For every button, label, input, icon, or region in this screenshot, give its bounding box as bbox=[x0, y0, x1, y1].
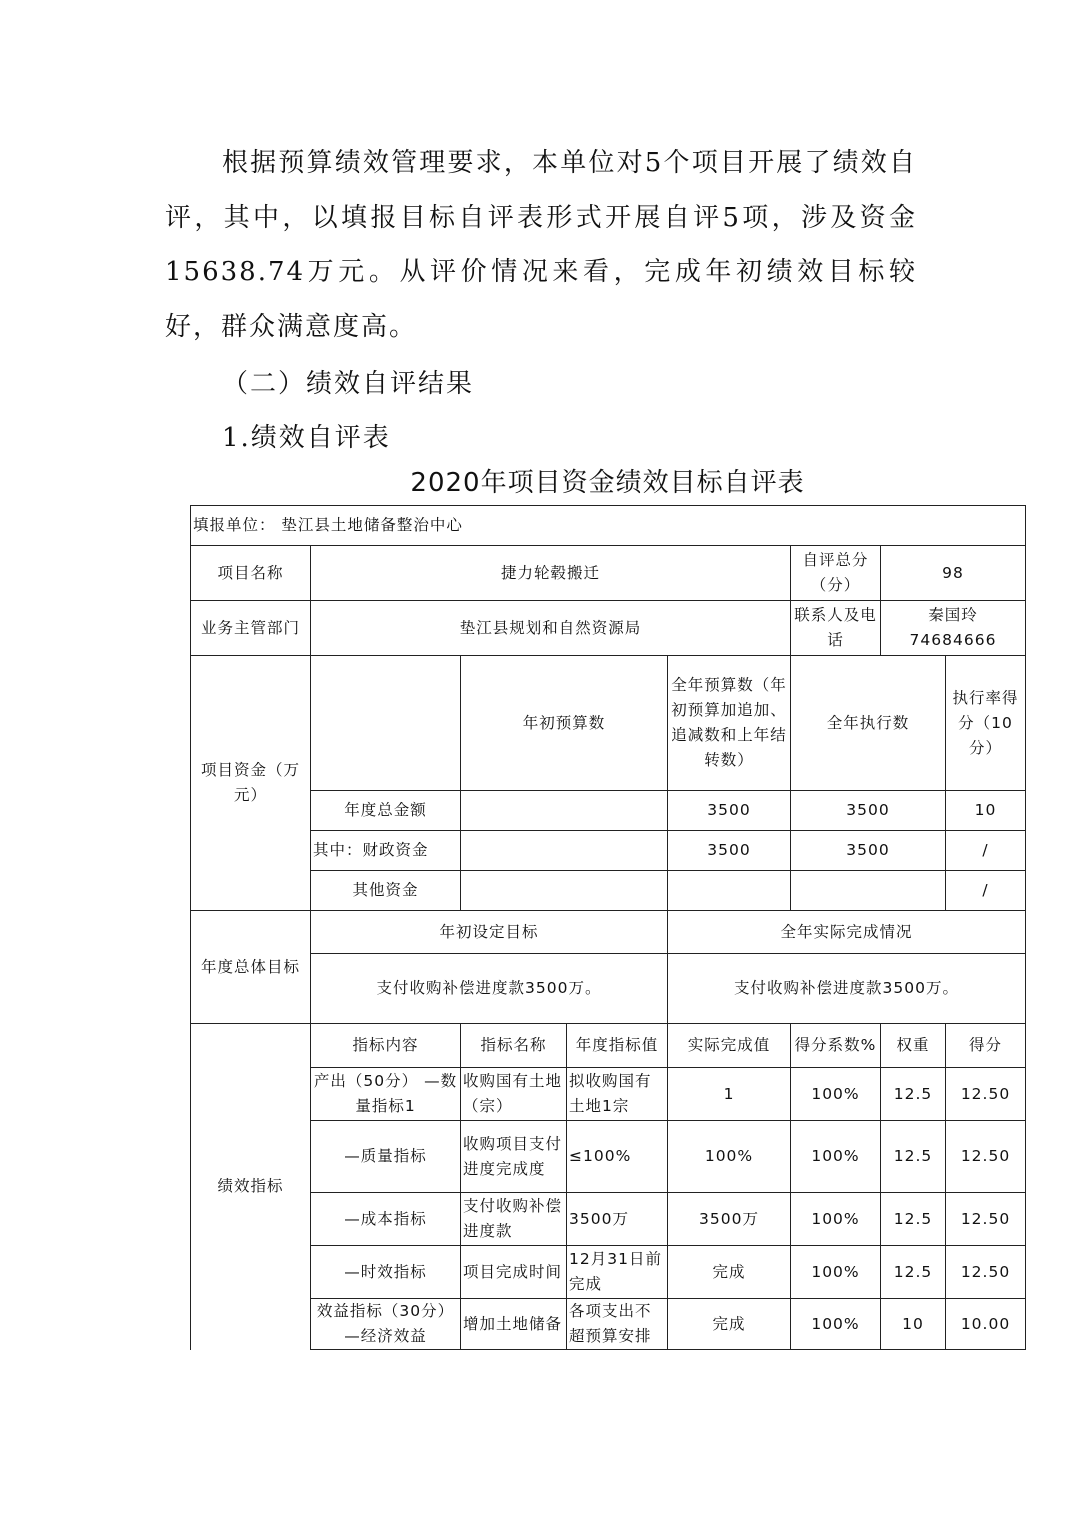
funds-row bbox=[191, 831, 1026, 871]
score-label: 自评总分（分） bbox=[791, 546, 881, 601]
metric-target: 拟收购国有土地1宗 bbox=[567, 1068, 668, 1121]
goal-actual: 支付收购补偿进度款3500万。 bbox=[668, 954, 1026, 1024]
metric-name: 收购项目支付进度完成度 bbox=[461, 1121, 567, 1193]
funds-header: 年初预算数 bbox=[461, 656, 668, 791]
funds-executed: 3500 bbox=[791, 831, 946, 871]
metric-weight: 10 bbox=[881, 1299, 946, 1350]
metric-score: 12.50 bbox=[946, 1246, 1026, 1299]
metrics-row bbox=[191, 1121, 1026, 1193]
metric-target: ≤100% bbox=[567, 1121, 668, 1193]
funds-row bbox=[191, 791, 1026, 831]
metric-content: 效益指标（30分）—经济效益 bbox=[311, 1299, 461, 1350]
self-evaluation-table bbox=[190, 505, 1026, 1350]
funds-header: 全年执行数 bbox=[791, 656, 946, 791]
goal-actual-label: 全年实际完成情况 bbox=[668, 911, 1026, 954]
funds-initial bbox=[461, 831, 668, 871]
subsection-heading: 1.绩效自评表 bbox=[222, 423, 391, 453]
metric-score: 12.50 bbox=[946, 1121, 1026, 1193]
goal-set: 支付收购补偿进度款3500万。 bbox=[311, 954, 668, 1024]
metric-score: 10.00 bbox=[946, 1299, 1026, 1350]
section-heading: （二）绩效自评结果 bbox=[222, 369, 475, 399]
goal-set-label: 年初设定目标 bbox=[311, 911, 668, 954]
metric-weight: 12.5 bbox=[881, 1193, 946, 1246]
metrics-header: 年度指标值 bbox=[567, 1024, 668, 1068]
metric-score: 12.50 bbox=[946, 1193, 1026, 1246]
metrics-header: 得分系数% bbox=[791, 1024, 881, 1068]
metric-weight: 12.5 bbox=[881, 1121, 946, 1193]
metric-name: 支付收购补偿进度款 bbox=[461, 1193, 567, 1246]
funds-score: / bbox=[946, 871, 1026, 911]
metric-target: 各项支出不超预算安排 bbox=[567, 1299, 668, 1350]
metric-coef: 100% bbox=[791, 1068, 881, 1121]
metrics-header: 权重 bbox=[881, 1024, 946, 1068]
project-name: 捷力轮毂搬迁 bbox=[311, 546, 791, 601]
contact bbox=[881, 601, 1026, 656]
funds-executed: 3500 bbox=[791, 791, 946, 831]
metrics-row bbox=[191, 1068, 1026, 1121]
metric-name: 增加土地储备 bbox=[461, 1299, 567, 1350]
funds-row-label: 其他资金 bbox=[311, 871, 461, 911]
metric-coef: 100% bbox=[791, 1121, 881, 1193]
metric-actual: 3500万 bbox=[668, 1193, 791, 1246]
funds-row-label: 其中：财政资金 bbox=[311, 831, 461, 871]
metric-target: 12月31日前完成 bbox=[567, 1246, 668, 1299]
funds-blank bbox=[311, 656, 461, 791]
metric-actual: 完成 bbox=[668, 1246, 791, 1299]
metrics-label: 绩效指标 bbox=[191, 1024, 311, 1350]
funds-score: / bbox=[946, 831, 1026, 871]
metrics-header: 指标内容 bbox=[311, 1024, 461, 1068]
funds-score: 10 bbox=[946, 791, 1026, 831]
metrics-header: 实际完成值 bbox=[668, 1024, 791, 1068]
total-score: 98 bbox=[881, 546, 1026, 601]
intro-paragraph: 根据预算绩效管理要求，本单位对5个项目开展了绩效自评，其中，以填报目标自评表形式开展自评5项，涉及资金15638.74万元。从评价情况来看，完成年初绩效目标较好，群众满意度高。 bbox=[165, 148, 917, 342]
metric-coef: 100% bbox=[791, 1246, 881, 1299]
funds-annual: 3500 bbox=[668, 791, 791, 831]
funds-row-label: 年度总金额 bbox=[311, 791, 461, 831]
metric-content: —成本指标 bbox=[311, 1193, 461, 1246]
funds-initial bbox=[461, 871, 668, 911]
funds-row bbox=[191, 871, 1026, 911]
contact-name: 秦国玲 bbox=[928, 606, 978, 624]
contact-phone: 74684666 bbox=[909, 631, 997, 649]
metric-actual: 1 bbox=[668, 1068, 791, 1121]
table-title: 2020年项目资金绩效目标自评表 bbox=[410, 468, 805, 498]
metric-content: —时效指标 bbox=[311, 1246, 461, 1299]
funds-label: 项目资金（万元） bbox=[191, 656, 311, 911]
project-name-label: 项目名称 bbox=[191, 546, 311, 601]
metric-content: 产出（50分） —数量指标1 bbox=[311, 1068, 461, 1121]
metric-weight: 12.5 bbox=[881, 1068, 946, 1121]
funds-header: 执行率得分（10分） bbox=[946, 656, 1026, 791]
funds-header: 全年预算数（年初预算加追加、追减数和上年结转数） bbox=[668, 656, 791, 791]
reporting-unit: 填报单位： 垫江县土地储备整治中心 bbox=[191, 506, 1026, 546]
metric-actual: 完成 bbox=[668, 1299, 791, 1350]
metrics-row bbox=[191, 1193, 1026, 1246]
funds-annual bbox=[668, 871, 791, 911]
metrics-header: 指标名称 bbox=[461, 1024, 567, 1068]
metric-coef: 100% bbox=[791, 1193, 881, 1246]
contact-label: 联系人及电话 bbox=[791, 601, 881, 656]
goal-label: 年度总体目标 bbox=[191, 911, 311, 1024]
metrics-header: 得分 bbox=[946, 1024, 1026, 1068]
metric-coef: 100% bbox=[791, 1299, 881, 1350]
metric-content: —质量指标 bbox=[311, 1121, 461, 1193]
metric-actual: 100% bbox=[668, 1121, 791, 1193]
metric-weight: 12.5 bbox=[881, 1246, 946, 1299]
metric-name: 项目完成时间 bbox=[461, 1246, 567, 1299]
metrics-row bbox=[191, 1299, 1026, 1350]
funds-initial bbox=[461, 791, 668, 831]
metrics-row bbox=[191, 1246, 1026, 1299]
metric-score: 12.50 bbox=[946, 1068, 1026, 1121]
funds-executed bbox=[791, 871, 946, 911]
metric-target: 3500万 bbox=[567, 1193, 668, 1246]
dept-label: 业务主管部门 bbox=[191, 601, 311, 656]
metric-name: 收购国有土地（宗） bbox=[461, 1068, 567, 1121]
dept: 垫江县规划和自然资源局 bbox=[311, 601, 791, 656]
funds-annual: 3500 bbox=[668, 831, 791, 871]
